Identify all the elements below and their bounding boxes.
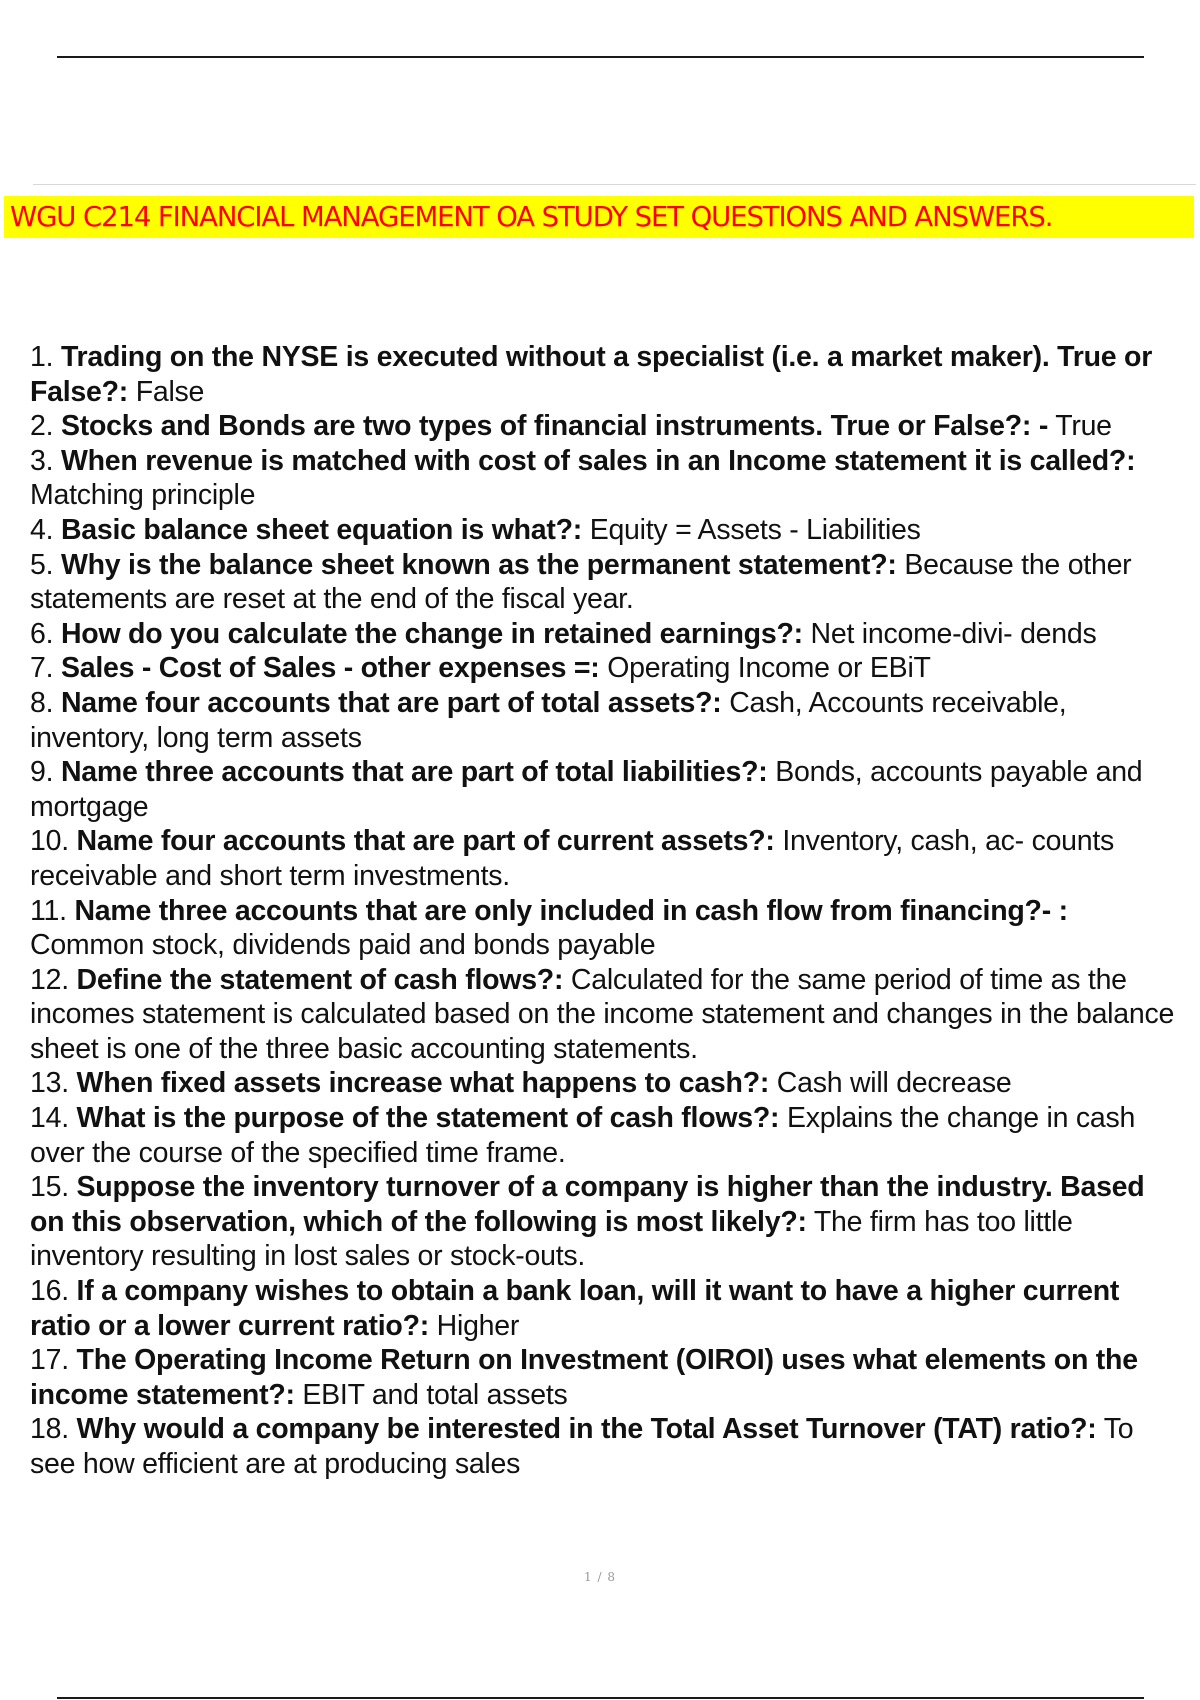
qa-question: Suppose the inventory turnover of a company is higher than the industry. Based on this observation, which of the following is most likely?:: [30, 1171, 1145, 1238]
qa-question: Sales - Cost of Sales - other expenses =:: [60, 652, 600, 685]
qa-item: [30, 755, 1180, 824]
qa-number: 17.: [30, 1344, 69, 1377]
qa-answer: EBIT and total assets: [302, 1378, 568, 1411]
qa-answer: Calculated for the same period of time as the incomes statement is calculated based on the income statement and changes in the balance sheet is one of the three basic accounting statements.: [30, 963, 1175, 1065]
qa-item: [30, 340, 1180, 409]
qa-number: 4.: [30, 513, 54, 546]
qa-number: 1.: [30, 341, 54, 373]
qa-question: When revenue is matched with cost of sales in an Income statement it is called?:: [60, 444, 1136, 477]
qa-number: 8.: [30, 686, 54, 719]
qa-answer: Cash, Accounts receivable, inventory, long term assets: [30, 686, 1067, 754]
qa-question: What is the purpose of the statement of cash flows?:: [76, 1102, 780, 1135]
qa-number: 16.: [30, 1275, 69, 1308]
qa-answer: Matching principle: [30, 479, 256, 512]
qa-number: 18.: [30, 1413, 69, 1446]
qa-number: 9.: [30, 756, 54, 789]
qa-number: 15.: [30, 1171, 69, 1204]
qa-answer: Equity = Assets - Liabilities: [589, 513, 921, 546]
qa-answer: Common stock, dividends paid and bonds payable: [30, 929, 656, 962]
qa-number: 12.: [30, 963, 69, 996]
qa-item: [30, 824, 1180, 893]
qa-answer: False: [135, 375, 205, 408]
qa-question: Define the statement of cash flows?:: [76, 963, 564, 996]
qa-number: 5.: [30, 548, 54, 581]
qa-number: 3.: [30, 444, 54, 477]
qa-question: If a company wishes to obtain a bank loan, will it want to have a higher current ratio or a lower current ratio?:: [30, 1275, 1120, 1342]
qa-item: [30, 651, 1180, 686]
qa-item: [30, 513, 1180, 548]
qa-question: The Operating Income Return on Investment (OIROI) uses what elements on the income statement?:: [30, 1344, 1138, 1411]
qa-number: 11.: [30, 894, 67, 927]
qa-item: [30, 617, 1180, 652]
qa-number: 10.: [30, 825, 69, 858]
qa-question: Basic balance sheet equation is what?:: [60, 513, 583, 546]
qa-number: 2.: [30, 410, 54, 443]
qa-item: [30, 894, 1180, 963]
page-number: 1 / 8: [584, 1570, 616, 1584]
qa-answer: Cash will decrease: [776, 1067, 1012, 1100]
bottom-rule: [57, 1697, 1144, 1699]
qa-item: [30, 1412, 1180, 1481]
qa-item: [30, 409, 1180, 444]
qa-item: [30, 1170, 1180, 1274]
qa-question: Trading on the NYSE is executed without a specialist (i.e. a market maker). True or False?:: [30, 341, 1153, 408]
qa-list: [30, 340, 1180, 1482]
qa-number: 13.: [30, 1067, 69, 1100]
qa-question: Name four accounts that are part of total assets?:: [60, 686, 722, 719]
qa-answer: Bonds, accounts payable and mortgage: [30, 756, 1143, 823]
qa-item: [30, 1066, 1180, 1101]
qa-item: [30, 444, 1180, 513]
qa-question: When fixed assets increase what happens to cash?:: [76, 1067, 770, 1100]
qa-item: [30, 686, 1180, 755]
qa-answer: Higher: [436, 1309, 520, 1342]
qa-answer: True: [1055, 410, 1112, 443]
qa-item: [30, 548, 1180, 617]
top-rule: [57, 56, 1144, 58]
qa-answer: To see how efficient are at producing sales: [30, 1413, 1134, 1480]
qa-answer: Inventory, cash, ac- counts receivable and short term investments.: [30, 825, 1115, 892]
document-title: WGU C214 FINANCIAL MANAGEMENT OA STUDY SET QUESTIONS AND ANSWERS.: [10, 201, 1053, 233]
qa-question: Name three accounts that are only included in cash flow from financing?- :: [74, 894, 1068, 927]
qa-question: Why would a company be interested in the Total Asset Turnover (TAT) ratio?:: [76, 1413, 1097, 1446]
qa-question: Why is the balance sheet known as the permanent statement?:: [60, 548, 897, 581]
qa-question: Name three accounts that are part of total liabilities?:: [60, 756, 768, 789]
qa-question: Stocks and Bonds are two types of financial instruments. True or False?: -: [60, 410, 1049, 443]
qa-number: 14.: [30, 1102, 69, 1135]
title-divider: [33, 184, 1196, 185]
qa-answer: Because the other statements are reset at the end of the fiscal year.: [30, 548, 1132, 616]
qa-number: 6.: [30, 617, 54, 650]
qa-item: [30, 1343, 1180, 1412]
qa-answer: Explains the change in cash over the course of the specified time frame.: [30, 1102, 1136, 1169]
qa-item: [30, 1274, 1180, 1343]
qa-question: How do you calculate the change in retained earnings?:: [60, 617, 803, 650]
qa-number: 7.: [30, 652, 54, 685]
qa-question: Name four accounts that are part of current assets?:: [76, 825, 775, 858]
qa-answer: The firm has too little inventory resulting in lost sales or stock-outs.: [30, 1205, 1073, 1273]
qa-item: [30, 1101, 1180, 1170]
qa-answer: Net income-divi- dends: [810, 617, 1097, 650]
qa-item: [30, 963, 1180, 1067]
qa-answer: Operating Income or EBiT: [607, 652, 931, 685]
